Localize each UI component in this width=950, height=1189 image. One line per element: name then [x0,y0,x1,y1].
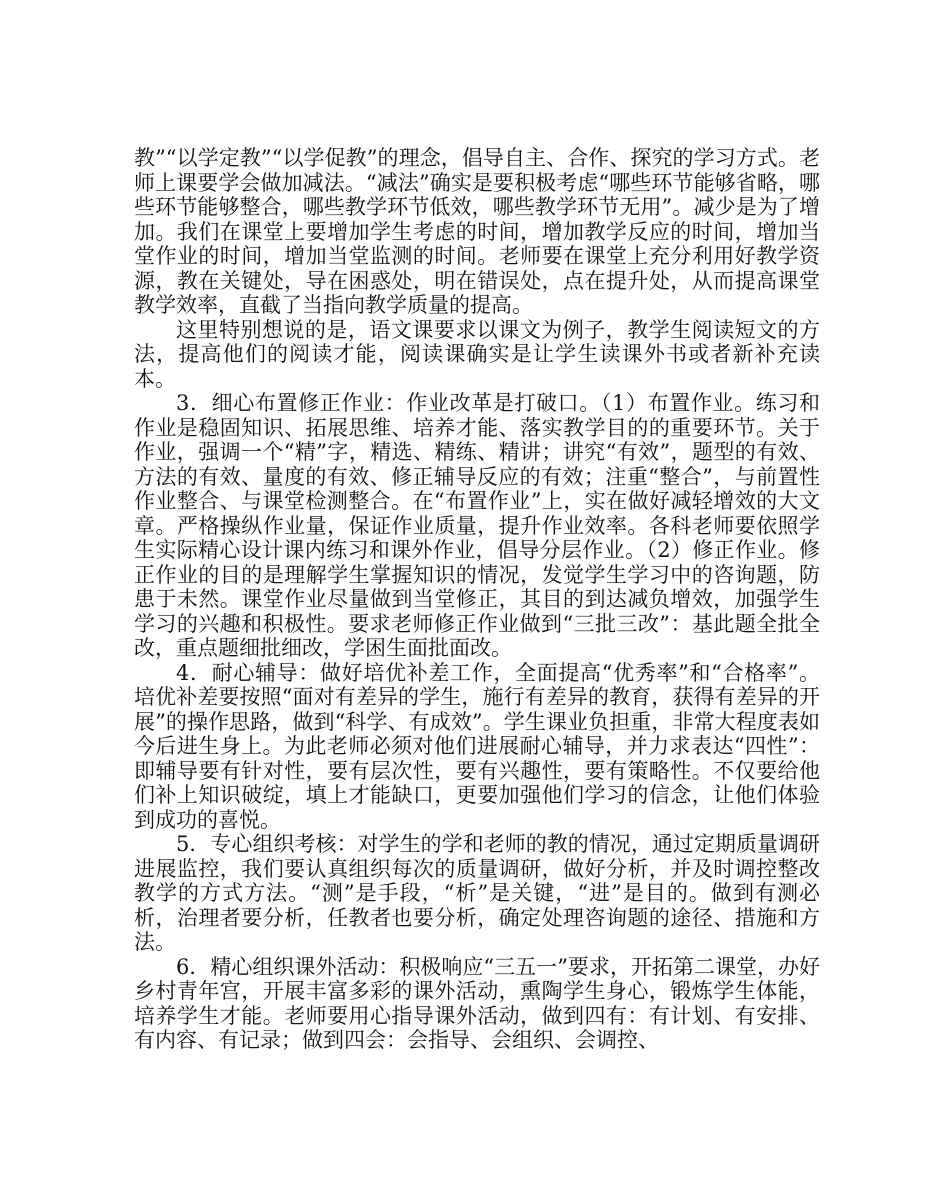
paragraph-tutoring: 4．耐心辅导：做好培优补差工作，全面提高“优秀率”和“合格率”。培优补差要按照“面对有差异的学生，施行有差异的教育，获得有差异的开展”的操作思路，做到“科学、有成效”。学生课业负担重，非常大程度表如今后进生身上。为此老师必须对他们进展耐心辅导，并力求表达“四性”：即辅导要有针对性，要有层次性，要有兴趣性，要有策略性。不仅要给他们补上知识破绽，填上才能缺口，更要加强他们学习的信念，让他们体验到成功的喜悦。 [134,660,820,832]
paragraph-assessment: 5．专心组织考核：对学生的学和老师的教的情况，通过定期质量调研进展监控，我们要认真组织每次的质量调研，做好分析，并及时调控整改教学的方式方法。“测”是手段，“析”是关键，“进”是目的。做到有测必析，治理者要分析，任教者也要分析，确定处理咨询题的途径、措施和方法。 [134,832,820,954]
document-page [134,146,820,1053]
paragraph-continuation: 教”“以学定教”“以学促教”的理念，倡导自主、合作、探究的学习方式。老师上课要学会做加减法。“减法”确实是要积极考虑“哪些环节能够省略，哪些环节能够整合，哪些教学环节低效，哪些教学环节无用”。减少是为了增加。我们在课堂上要增加学生考虑的时间，增加教学反应的时间，增加当堂作业的时间，增加当堂监测的时间。老师要在课堂上充分利用好教学资源，教在关键处，导在困惑处，明在错误处，点在提升处，从而提高课堂教学效率，直截了当指向教学质量的提高。 [134,146,820,317]
paragraph-extracurricular: 6．精心组织课外活动：积极响应“三五一”要求，开拓第二课堂，办好乡村青年宫，开展丰富多彩的课外活动，熏陶学生身心，锻炼学生体能，培养学生才能。老师要用心指导课外活动，做到四有：有计划、有安排、有内容、有记录；做到四会：会指导、会组织、会调控、 [134,954,820,1052]
paragraph-reading-note: 这里特别想说的是，语文课要求以课文为例子，教学生阅读短文的方法，提高他们的阅读才能，阅读课确实是让学生读课外书或者新补充读本。 [134,317,820,391]
paragraph-homework: 3．细心布置修正作业：作业改革是打破口。（1）布置作业。练习和作业是稳固知识、拓展思维、培养才能、落实教学目的的重要环节。关于作业，强调一个“精”字，精选、精练、精讲；讲究“有效”，题型的有效、方法的有效、量度的有效、修正辅导反应的有效；注重“整合”，与前置性作业整合、与课堂检测整合。在“布置作业”上，实在做好减轻增效的大文章。严格操纵作业量，保证作业质量，提升作业效率。各科老师要依照学生实际精心设计课内练习和课外作业，倡导分层作业。（2）修正作业。修正作业的目的是理解学生掌握知识的情况，发觉学生学习中的咨询题，防患于未然。课堂作业尽量做到当堂修正，其目的到达减负增效，加强学生学习的兴趣和积极性。要求老师修正作业做到“三批三改”：基此题全批全改，重点题细批细改，学困生面批面改。 [134,391,820,660]
